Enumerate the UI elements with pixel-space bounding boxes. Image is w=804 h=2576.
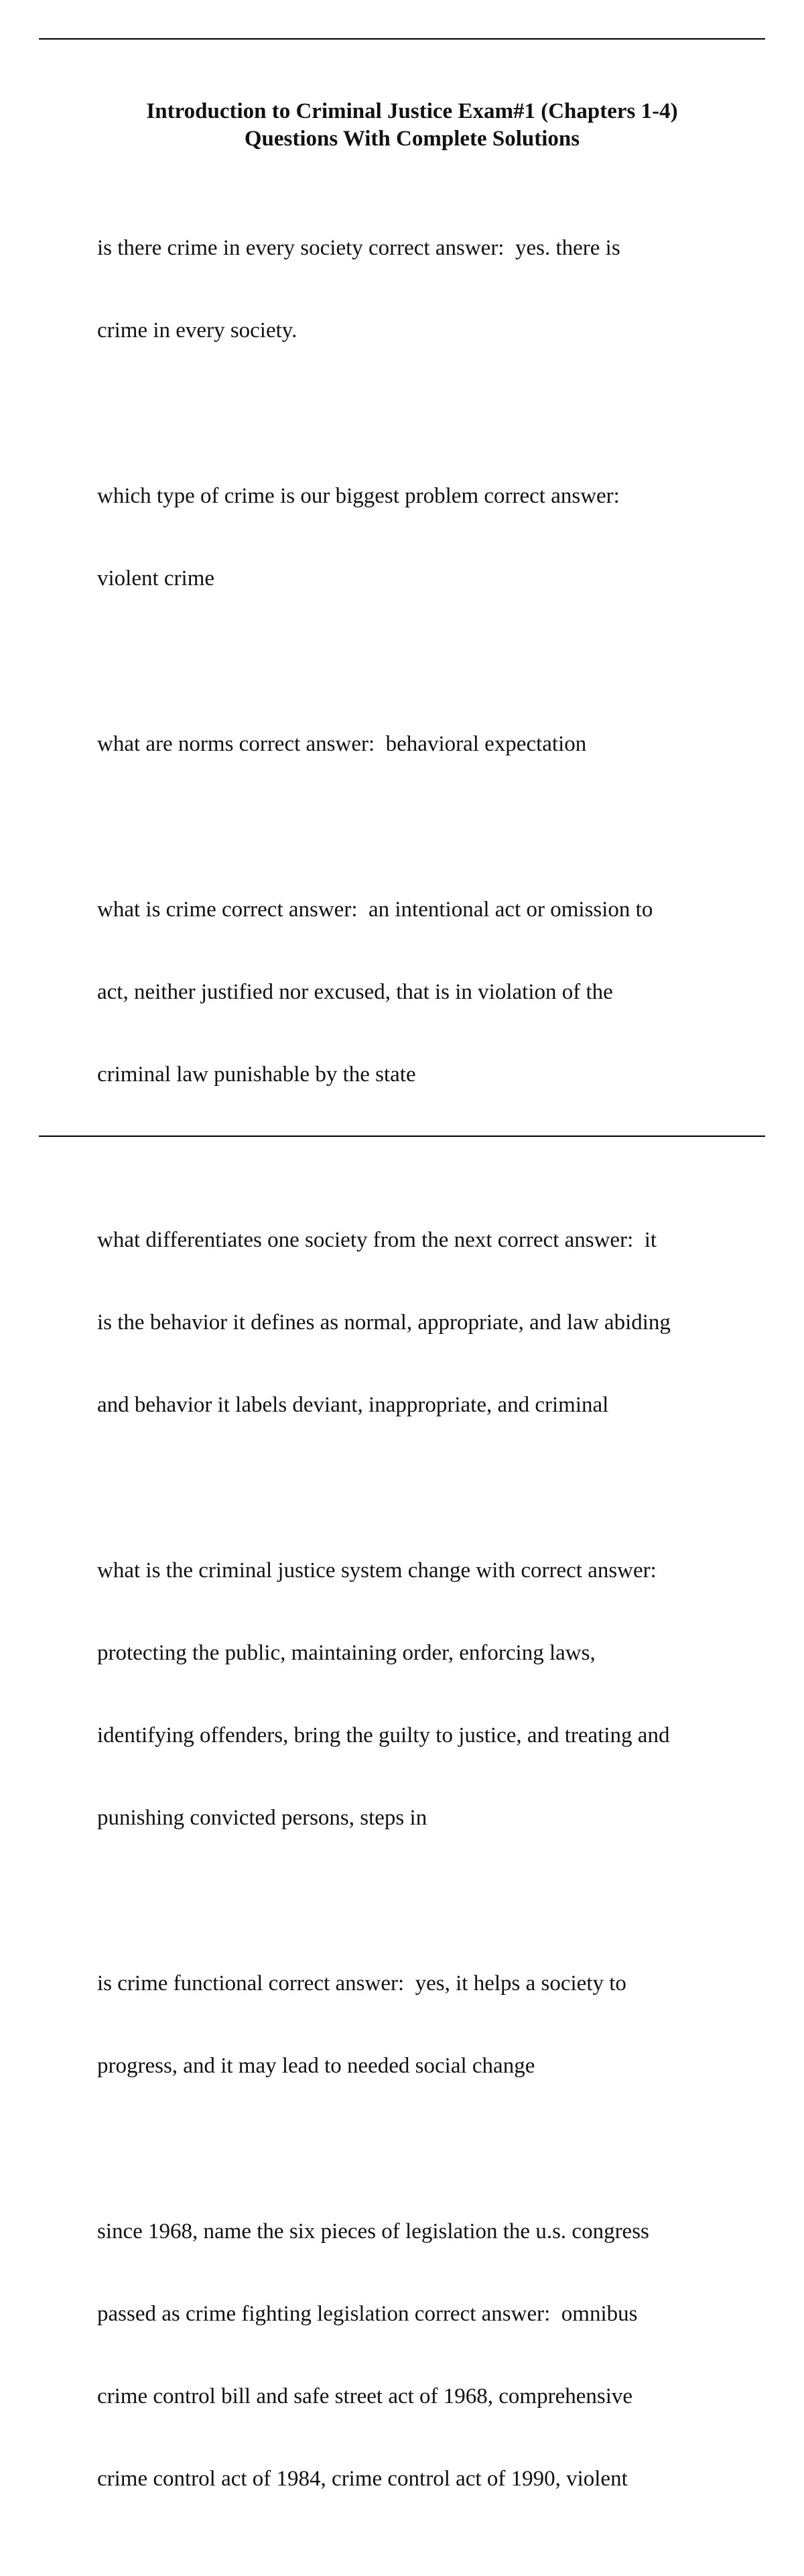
qa-line: act, neither justified nor excused, that is in violation of the <box>97 980 613 1004</box>
qa-line: what is crime correct answer: an intentional act or omission to <box>97 898 653 922</box>
document-body <box>97 98 727 2576</box>
qa-entry <box>97 676 727 813</box>
qa-line: crime in every society. <box>97 318 297 343</box>
qa-entry <box>97 1172 727 1474</box>
qa-line: passed as crime fighting legislation correct answer: omnibus <box>97 2302 638 2326</box>
qa-line: protecting the public, maintaining order, enforcing laws, <box>97 1641 596 1665</box>
qa-entry <box>97 2163 727 2548</box>
qa-entry <box>97 1915 727 2135</box>
qa-entry <box>97 180 727 400</box>
top-divider <box>39 38 765 40</box>
qa-line: crime control act of 1984, crime control act of 1990, violent <box>97 2467 628 2491</box>
qa-line: punishing convicted persons, steps in <box>97 1806 427 1830</box>
bottom-divider <box>39 1136 765 1137</box>
qa-line: what are norms correct answer: behavioral expectation <box>97 732 587 756</box>
qa-line: violent crime <box>97 566 215 591</box>
qa-entry <box>97 841 727 1144</box>
title-line: Questions With Complete Solutions <box>244 127 580 151</box>
qa-line: identifying offenders, bring the guilty to justice, and treating and <box>97 1723 670 1747</box>
qa-line: what differentiates one society from the next correct answer: it <box>97 1228 657 1252</box>
qa-line: is there crime in every society correct answer: yes. there is <box>97 236 620 260</box>
qa-line: what is the criminal justice system change with correct answer: <box>97 1558 657 1583</box>
qa-entry <box>97 428 727 648</box>
qa-entry <box>97 1502 727 1887</box>
title-line: Introduction to Criminal Justice Exam#1 (Chapters 1-4) <box>146 99 678 123</box>
qa-line: is the behavior it defines as normal, appropriate, and law abiding <box>97 1310 671 1335</box>
qa-line: crime control bill and safe street act of 1968, comprehensive <box>97 2384 633 2408</box>
qa-line: since 1968, name the six pieces of legislation the u.s. congress <box>97 2219 649 2244</box>
qa-line: criminal law punishable by the state <box>97 1062 416 1087</box>
qa-line: which type of crime is our biggest problem correct answer: <box>97 484 620 508</box>
qa-line: is crime functional correct answer: yes, it helps a society to <box>97 1971 626 1996</box>
qa-line: and behavior it labels deviant, inappropriate, and criminal <box>97 1393 609 1417</box>
document-title <box>97 98 727 153</box>
qa-line: progress, and it may lead to needed social change <box>97 2054 535 2078</box>
